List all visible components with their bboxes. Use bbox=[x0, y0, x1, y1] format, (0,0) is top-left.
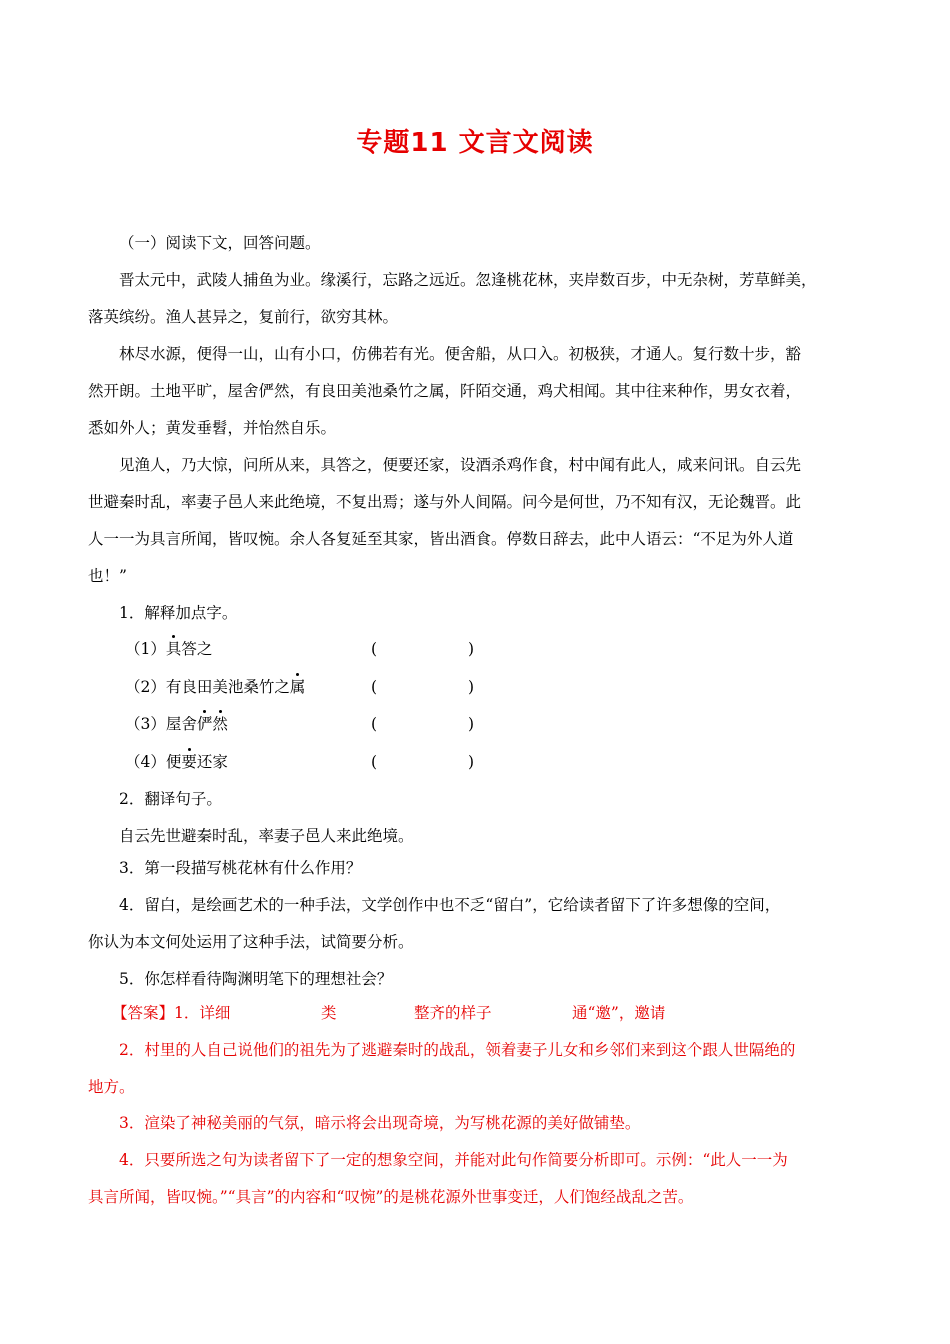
answer-paren-close: ) bbox=[468, 715, 475, 733]
answer-paren-close: ) bbox=[468, 753, 475, 771]
question-1: 1．解释加点字。 bbox=[119, 604, 238, 622]
dotted-char: 俨 bbox=[196, 715, 213, 733]
page-title: 专题11 文言文阅读 bbox=[356, 128, 594, 158]
answer-4-line: 具言所闻，皆叹惋。”“具言”的内容和“叹惋”的是桃花源外世事变迁，人们饱经战乱之苦。 bbox=[88, 1188, 694, 1206]
answer-1-3: 整齐的样子 bbox=[414, 1004, 492, 1022]
item-number: （2） bbox=[125, 678, 166, 696]
section-heading: （一）阅读下文，回答问题。 bbox=[119, 234, 321, 252]
dotted-char: 属 bbox=[289, 678, 306, 696]
q1-item-4 bbox=[125, 752, 228, 772]
dotted-char: 然 bbox=[212, 715, 228, 733]
question-3: 3．第一段描写桃花林有什么作用？ bbox=[119, 859, 362, 877]
answer-2-line: 2．村里的人自己说他们的祖先为了逃避秦时的战乱，领着妻子儿女和乡邻们来到这个跟人世隔绝的 bbox=[119, 1041, 796, 1059]
answer-paren-open: ( bbox=[371, 640, 378, 658]
question-4-line: 你认为本文何处运用了这种手法，试简要分析。 bbox=[88, 933, 414, 951]
answer-paren-close: ) bbox=[468, 678, 475, 696]
item-number: （4） bbox=[125, 753, 166, 771]
answer-1-2: 类 bbox=[321, 1004, 337, 1022]
answer-paren-open: ( bbox=[371, 678, 378, 696]
passage-line: 落英缤纷。渔人甚异之，复前行，欲穷其林。 bbox=[88, 308, 399, 326]
question-2-sentence: 自云先世避秦时乱，率妻子邑人来此绝境。 bbox=[119, 827, 414, 845]
answer-4-line: 4．只要所选之句为读者留下了一定的想象空间，并能对此句作简要分析即可。示例：“此人一一为 bbox=[119, 1151, 788, 1169]
item-text: 屋舍 bbox=[165, 715, 197, 733]
passage-line: 见渔人，乃大惊，问所从来，具答之，便要还家，设酒杀鸡作食，村中闻有此人，咸来问讯。自云先 bbox=[119, 456, 802, 474]
item-text: 答之 bbox=[181, 640, 213, 658]
q1-item-3 bbox=[125, 714, 228, 734]
item-number: （3） bbox=[125, 715, 166, 733]
item-text: 还家 bbox=[196, 753, 228, 771]
dotted-char: 要 bbox=[181, 753, 197, 771]
answer-1-4: 通“邀”，邀请 bbox=[572, 1004, 666, 1022]
item-text: 有良田美池桑竹之 bbox=[165, 678, 290, 696]
passage-line: 然开朗。土地平旷，屋舍俨然，有良田美池桑竹之属，阡陌交通，鸡犬相闻。其中往来种作，男女衣着， bbox=[88, 382, 802, 400]
answer-2-line: 地方。 bbox=[88, 1078, 135, 1096]
q1-item-1 bbox=[125, 639, 212, 659]
passage-line: 人一一为具言所闻，皆叹惋。余人各复延至其家，皆出酒食。停数日辞去，此中人语云：“不足为外人道 bbox=[88, 530, 794, 548]
passage-line: 世避秦时乱，率妻子邑人来此绝境，不复出焉；遂与外人间隔。问今是何世，乃不知有汉，无论魏晋。此 bbox=[88, 493, 802, 511]
passage-line bbox=[119, 270, 863, 290]
q1-item-2 bbox=[125, 677, 305, 697]
passage-line: 悉如外人；黄发垂髫，并怡然自乐。 bbox=[88, 419, 337, 437]
item-text: 便 bbox=[165, 753, 182, 771]
question-5: 5．你怎样看待陶渊明笔下的理想社会？ bbox=[119, 970, 393, 988]
answer-label: 【答案】1．详细 bbox=[112, 1004, 231, 1022]
answer-paren-close: ) bbox=[468, 640, 475, 658]
answer-3: 3．渲染了神秘美丽的气氛，暗示将会出现奇境，为写桃花源的美好做铺垫。 bbox=[119, 1114, 641, 1132]
passage-line: 也！” bbox=[88, 567, 127, 585]
dotted-char: 具 bbox=[165, 640, 182, 658]
answer-paren-open: ( bbox=[371, 715, 378, 733]
question-2: 2．翻译句子。 bbox=[119, 790, 222, 808]
item-number: （1） bbox=[125, 640, 166, 658]
question-4-line: 4．留白，是绘画艺术的一种手法，文学创作中也不乏“留白”，它给读者留下了许多想像的空间， bbox=[119, 896, 781, 914]
passage-line: 林尽水源，便得一山，山有小口，仿佛若有光。便舍船，从口入。初极狭，才通人。复行数十步，豁 bbox=[119, 345, 802, 363]
passage-text: 晋太元中，武陵人捕鱼为业。缘溪行，忘路之远近。忽逢桃花林，夹岸数百步，中无杂树，芳草鲜美， bbox=[119, 271, 817, 289]
answer-paren-open: ( bbox=[371, 753, 378, 771]
